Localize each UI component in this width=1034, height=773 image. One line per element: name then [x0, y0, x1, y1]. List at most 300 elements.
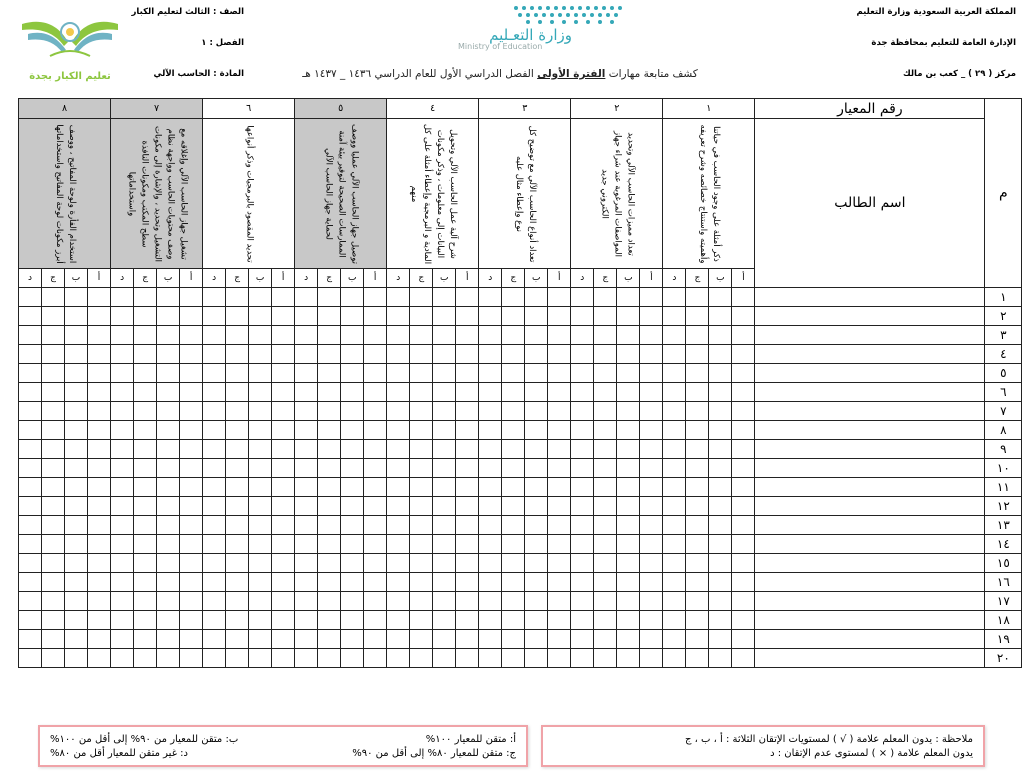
mark-cell[interactable] [433, 345, 456, 364]
mark-cell[interactable] [203, 345, 226, 364]
mark-cell[interactable] [111, 364, 134, 383]
mark-cell[interactable] [226, 516, 249, 535]
mark-cell[interactable] [502, 611, 525, 630]
mark-cell[interactable] [456, 307, 479, 326]
mark-cell[interactable] [134, 554, 157, 573]
mark-cell[interactable] [226, 288, 249, 307]
mark-cell[interactable] [502, 459, 525, 478]
mark-cell[interactable] [640, 326, 663, 345]
mark-cell[interactable] [525, 516, 548, 535]
mark-cell[interactable] [732, 592, 755, 611]
mark-cell[interactable] [433, 307, 456, 326]
mark-cell[interactable] [640, 535, 663, 554]
mark-cell[interactable] [663, 478, 686, 497]
mark-cell[interactable] [341, 630, 364, 649]
mark-cell[interactable] [525, 402, 548, 421]
mark-cell[interactable] [65, 383, 88, 402]
mark-cell[interactable] [341, 288, 364, 307]
mark-cell[interactable] [364, 554, 387, 573]
mark-cell[interactable] [203, 630, 226, 649]
mark-cell[interactable] [640, 649, 663, 668]
mark-cell[interactable] [65, 573, 88, 592]
mark-cell[interactable] [617, 307, 640, 326]
mark-cell[interactable] [709, 288, 732, 307]
mark-cell[interactable] [318, 440, 341, 459]
mark-cell[interactable] [295, 516, 318, 535]
mark-cell[interactable] [479, 383, 502, 402]
mark-cell[interactable] [341, 592, 364, 611]
mark-cell[interactable] [134, 611, 157, 630]
mark-cell[interactable] [111, 459, 134, 478]
mark-cell[interactable] [341, 649, 364, 668]
mark-cell[interactable] [19, 592, 42, 611]
mark-cell[interactable] [525, 592, 548, 611]
mark-cell[interactable] [203, 573, 226, 592]
mark-cell[interactable] [571, 478, 594, 497]
mark-cell[interactable] [456, 326, 479, 345]
mark-cell[interactable] [456, 611, 479, 630]
mark-cell[interactable] [410, 421, 433, 440]
mark-cell[interactable] [19, 421, 42, 440]
mark-cell[interactable] [456, 402, 479, 421]
mark-cell[interactable] [709, 535, 732, 554]
mark-cell[interactable] [318, 478, 341, 497]
mark-cell[interactable] [663, 459, 686, 478]
mark-cell[interactable] [594, 307, 617, 326]
mark-cell[interactable] [111, 497, 134, 516]
mark-cell[interactable] [479, 364, 502, 383]
mark-cell[interactable] [709, 383, 732, 402]
mark-cell[interactable] [157, 364, 180, 383]
mark-cell[interactable] [732, 573, 755, 592]
mark-cell[interactable] [249, 592, 272, 611]
mark-cell[interactable] [318, 592, 341, 611]
mark-cell[interactable] [203, 307, 226, 326]
mark-cell[interactable] [548, 326, 571, 345]
mark-cell[interactable] [318, 421, 341, 440]
mark-cell[interactable] [732, 516, 755, 535]
mark-cell[interactable] [65, 402, 88, 421]
mark-cell[interactable] [65, 421, 88, 440]
mark-cell[interactable] [663, 326, 686, 345]
mark-cell[interactable] [479, 288, 502, 307]
mark-cell[interactable] [157, 554, 180, 573]
mark-cell[interactable] [686, 307, 709, 326]
mark-cell[interactable] [19, 402, 42, 421]
mark-cell[interactable] [42, 383, 65, 402]
mark-cell[interactable] [19, 649, 42, 668]
mark-cell[interactable] [709, 649, 732, 668]
mark-cell[interactable] [19, 611, 42, 630]
mark-cell[interactable] [272, 611, 295, 630]
mark-cell[interactable] [571, 592, 594, 611]
mark-cell[interactable] [19, 535, 42, 554]
mark-cell[interactable] [571, 497, 594, 516]
mark-cell[interactable] [640, 554, 663, 573]
mark-cell[interactable] [157, 326, 180, 345]
mark-cell[interactable] [479, 497, 502, 516]
mark-cell[interactable] [548, 402, 571, 421]
mark-cell[interactable] [433, 630, 456, 649]
mark-cell[interactable] [272, 554, 295, 573]
mark-cell[interactable] [732, 497, 755, 516]
mark-cell[interactable] [364, 459, 387, 478]
mark-cell[interactable] [456, 554, 479, 573]
mark-cell[interactable] [226, 402, 249, 421]
mark-cell[interactable] [410, 478, 433, 497]
mark-cell[interactable] [594, 345, 617, 364]
mark-cell[interactable] [617, 535, 640, 554]
mark-cell[interactable] [180, 402, 203, 421]
mark-cell[interactable] [594, 516, 617, 535]
mark-cell[interactable] [88, 630, 111, 649]
mark-cell[interactable] [479, 440, 502, 459]
mark-cell[interactable] [686, 573, 709, 592]
mark-cell[interactable] [709, 364, 732, 383]
mark-cell[interactable] [134, 516, 157, 535]
mark-cell[interactable] [111, 345, 134, 364]
mark-cell[interactable] [180, 383, 203, 402]
mark-cell[interactable] [502, 497, 525, 516]
mark-cell[interactable] [548, 554, 571, 573]
mark-cell[interactable] [19, 326, 42, 345]
mark-cell[interactable] [226, 383, 249, 402]
mark-cell[interactable] [88, 497, 111, 516]
mark-cell[interactable] [640, 421, 663, 440]
mark-cell[interactable] [548, 345, 571, 364]
mark-cell[interactable] [134, 345, 157, 364]
mark-cell[interactable] [525, 535, 548, 554]
mark-cell[interactable] [88, 383, 111, 402]
mark-cell[interactable] [111, 288, 134, 307]
mark-cell[interactable] [410, 364, 433, 383]
mark-cell[interactable] [686, 421, 709, 440]
mark-cell[interactable] [295, 649, 318, 668]
mark-cell[interactable] [617, 440, 640, 459]
mark-cell[interactable] [180, 611, 203, 630]
mark-cell[interactable] [502, 535, 525, 554]
mark-cell[interactable] [318, 459, 341, 478]
mark-cell[interactable] [571, 326, 594, 345]
mark-cell[interactable] [226, 459, 249, 478]
student-name-cell[interactable] [755, 497, 985, 516]
mark-cell[interactable] [525, 421, 548, 440]
mark-cell[interactable] [157, 535, 180, 554]
mark-cell[interactable] [502, 402, 525, 421]
mark-cell[interactable] [272, 440, 295, 459]
mark-cell[interactable] [571, 459, 594, 478]
mark-cell[interactable] [42, 573, 65, 592]
mark-cell[interactable] [134, 383, 157, 402]
mark-cell[interactable] [502, 383, 525, 402]
mark-cell[interactable] [272, 326, 295, 345]
mark-cell[interactable] [548, 630, 571, 649]
mark-cell[interactable] [709, 554, 732, 573]
mark-cell[interactable] [732, 364, 755, 383]
mark-cell[interactable] [364, 649, 387, 668]
mark-cell[interactable] [134, 307, 157, 326]
mark-cell[interactable] [134, 326, 157, 345]
mark-cell[interactable] [65, 459, 88, 478]
mark-cell[interactable] [180, 592, 203, 611]
mark-cell[interactable] [341, 573, 364, 592]
mark-cell[interactable] [709, 345, 732, 364]
mark-cell[interactable] [42, 649, 65, 668]
mark-cell[interactable] [272, 497, 295, 516]
mark-cell[interactable] [387, 516, 410, 535]
mark-cell[interactable] [571, 516, 594, 535]
mark-cell[interactable] [732, 630, 755, 649]
mark-cell[interactable] [88, 402, 111, 421]
mark-cell[interactable] [686, 288, 709, 307]
mark-cell[interactable] [226, 497, 249, 516]
mark-cell[interactable] [709, 421, 732, 440]
mark-cell[interactable] [364, 421, 387, 440]
mark-cell[interactable] [134, 459, 157, 478]
mark-cell[interactable] [525, 383, 548, 402]
mark-cell[interactable] [594, 630, 617, 649]
mark-cell[interactable] [226, 345, 249, 364]
mark-cell[interactable] [111, 478, 134, 497]
mark-cell[interactable] [19, 554, 42, 573]
mark-cell[interactable] [42, 345, 65, 364]
mark-cell[interactable] [341, 402, 364, 421]
mark-cell[interactable] [341, 364, 364, 383]
mark-cell[interactable] [157, 516, 180, 535]
mark-cell[interactable] [180, 497, 203, 516]
mark-cell[interactable] [709, 459, 732, 478]
mark-cell[interactable] [295, 611, 318, 630]
mark-cell[interactable] [479, 326, 502, 345]
mark-cell[interactable] [410, 383, 433, 402]
mark-cell[interactable] [387, 326, 410, 345]
mark-cell[interactable] [709, 630, 732, 649]
mark-cell[interactable] [65, 345, 88, 364]
mark-cell[interactable] [663, 516, 686, 535]
mark-cell[interactable] [364, 288, 387, 307]
mark-cell[interactable] [249, 535, 272, 554]
mark-cell[interactable] [364, 402, 387, 421]
mark-cell[interactable] [42, 326, 65, 345]
mark-cell[interactable] [19, 459, 42, 478]
mark-cell[interactable] [295, 592, 318, 611]
mark-cell[interactable] [663, 554, 686, 573]
mark-cell[interactable] [502, 288, 525, 307]
mark-cell[interactable] [479, 649, 502, 668]
mark-cell[interactable] [617, 288, 640, 307]
mark-cell[interactable] [157, 497, 180, 516]
mark-cell[interactable] [548, 307, 571, 326]
mark-cell[interactable] [272, 573, 295, 592]
mark-cell[interactable] [433, 440, 456, 459]
mark-cell[interactable] [341, 440, 364, 459]
mark-cell[interactable] [249, 307, 272, 326]
mark-cell[interactable] [732, 421, 755, 440]
mark-cell[interactable] [180, 288, 203, 307]
mark-cell[interactable] [88, 364, 111, 383]
mark-cell[interactable] [157, 459, 180, 478]
mark-cell[interactable] [226, 611, 249, 630]
mark-cell[interactable] [226, 649, 249, 668]
mark-cell[interactable] [65, 288, 88, 307]
mark-cell[interactable] [686, 516, 709, 535]
mark-cell[interactable] [479, 421, 502, 440]
mark-cell[interactable] [433, 402, 456, 421]
mark-cell[interactable] [709, 497, 732, 516]
mark-cell[interactable] [318, 402, 341, 421]
mark-cell[interactable] [249, 402, 272, 421]
mark-cell[interactable] [295, 326, 318, 345]
mark-cell[interactable] [364, 326, 387, 345]
mark-cell[interactable] [318, 554, 341, 573]
mark-cell[interactable] [617, 459, 640, 478]
mark-cell[interactable] [295, 383, 318, 402]
mark-cell[interactable] [594, 364, 617, 383]
mark-cell[interactable] [686, 649, 709, 668]
mark-cell[interactable] [732, 288, 755, 307]
mark-cell[interactable] [686, 611, 709, 630]
mark-cell[interactable] [663, 383, 686, 402]
mark-cell[interactable] [65, 326, 88, 345]
mark-cell[interactable] [709, 326, 732, 345]
mark-cell[interactable] [640, 478, 663, 497]
mark-cell[interactable] [617, 573, 640, 592]
mark-cell[interactable] [341, 307, 364, 326]
mark-cell[interactable] [203, 421, 226, 440]
mark-cell[interactable] [387, 288, 410, 307]
mark-cell[interactable] [180, 421, 203, 440]
mark-cell[interactable] [134, 421, 157, 440]
mark-cell[interactable] [387, 592, 410, 611]
mark-cell[interactable] [134, 630, 157, 649]
mark-cell[interactable] [157, 630, 180, 649]
mark-cell[interactable] [134, 402, 157, 421]
mark-cell[interactable] [433, 383, 456, 402]
mark-cell[interactable] [272, 383, 295, 402]
mark-cell[interactable] [157, 402, 180, 421]
mark-cell[interactable] [548, 440, 571, 459]
mark-cell[interactable] [341, 459, 364, 478]
mark-cell[interactable] [502, 326, 525, 345]
student-name-cell[interactable] [755, 288, 985, 307]
mark-cell[interactable] [364, 516, 387, 535]
mark-cell[interactable] [134, 573, 157, 592]
mark-cell[interactable] [686, 383, 709, 402]
student-name-cell[interactable] [755, 345, 985, 364]
mark-cell[interactable] [226, 326, 249, 345]
mark-cell[interactable] [180, 345, 203, 364]
mark-cell[interactable] [111, 383, 134, 402]
mark-cell[interactable] [456, 535, 479, 554]
student-name-cell[interactable] [755, 421, 985, 440]
mark-cell[interactable] [709, 440, 732, 459]
mark-cell[interactable] [617, 364, 640, 383]
mark-cell[interactable] [640, 611, 663, 630]
mark-cell[interactable] [203, 516, 226, 535]
mark-cell[interactable] [180, 649, 203, 668]
mark-cell[interactable] [157, 573, 180, 592]
mark-cell[interactable] [134, 535, 157, 554]
mark-cell[interactable] [410, 440, 433, 459]
mark-cell[interactable] [525, 440, 548, 459]
mark-cell[interactable] [732, 345, 755, 364]
mark-cell[interactable] [479, 478, 502, 497]
mark-cell[interactable] [88, 649, 111, 668]
mark-cell[interactable] [525, 288, 548, 307]
mark-cell[interactable] [525, 345, 548, 364]
mark-cell[interactable] [387, 421, 410, 440]
mark-cell[interactable] [111, 516, 134, 535]
mark-cell[interactable] [364, 440, 387, 459]
mark-cell[interactable] [571, 440, 594, 459]
mark-cell[interactable] [318, 573, 341, 592]
mark-cell[interactable] [663, 345, 686, 364]
mark-cell[interactable] [111, 554, 134, 573]
mark-cell[interactable] [663, 649, 686, 668]
mark-cell[interactable] [479, 592, 502, 611]
mark-cell[interactable] [686, 497, 709, 516]
mark-cell[interactable] [410, 592, 433, 611]
mark-cell[interactable] [663, 421, 686, 440]
mark-cell[interactable] [525, 611, 548, 630]
mark-cell[interactable] [709, 307, 732, 326]
mark-cell[interactable] [111, 535, 134, 554]
mark-cell[interactable] [295, 478, 318, 497]
mark-cell[interactable] [203, 288, 226, 307]
mark-cell[interactable] [594, 326, 617, 345]
mark-cell[interactable] [341, 383, 364, 402]
mark-cell[interactable] [617, 554, 640, 573]
mark-cell[interactable] [548, 383, 571, 402]
mark-cell[interactable] [42, 288, 65, 307]
mark-cell[interactable] [594, 421, 617, 440]
mark-cell[interactable] [479, 535, 502, 554]
mark-cell[interactable] [594, 402, 617, 421]
mark-cell[interactable] [387, 364, 410, 383]
mark-cell[interactable] [272, 345, 295, 364]
mark-cell[interactable] [433, 497, 456, 516]
mark-cell[interactable] [364, 535, 387, 554]
mark-cell[interactable] [410, 554, 433, 573]
mark-cell[interactable] [88, 554, 111, 573]
mark-cell[interactable] [709, 516, 732, 535]
mark-cell[interactable] [42, 535, 65, 554]
mark-cell[interactable] [249, 516, 272, 535]
mark-cell[interactable] [525, 459, 548, 478]
mark-cell[interactable] [548, 535, 571, 554]
mark-cell[interactable] [65, 649, 88, 668]
mark-cell[interactable] [640, 459, 663, 478]
mark-cell[interactable] [571, 288, 594, 307]
mark-cell[interactable] [19, 345, 42, 364]
mark-cell[interactable] [640, 573, 663, 592]
mark-cell[interactable] [410, 497, 433, 516]
mark-cell[interactable] [226, 535, 249, 554]
mark-cell[interactable] [318, 497, 341, 516]
mark-cell[interactable] [226, 421, 249, 440]
mark-cell[interactable] [111, 421, 134, 440]
mark-cell[interactable] [410, 307, 433, 326]
mark-cell[interactable] [364, 307, 387, 326]
student-name-cell[interactable] [755, 383, 985, 402]
mark-cell[interactable] [318, 516, 341, 535]
mark-cell[interactable] [709, 573, 732, 592]
mark-cell[interactable] [410, 288, 433, 307]
mark-cell[interactable] [387, 345, 410, 364]
mark-cell[interactable] [732, 478, 755, 497]
mark-cell[interactable] [341, 345, 364, 364]
mark-cell[interactable] [180, 326, 203, 345]
